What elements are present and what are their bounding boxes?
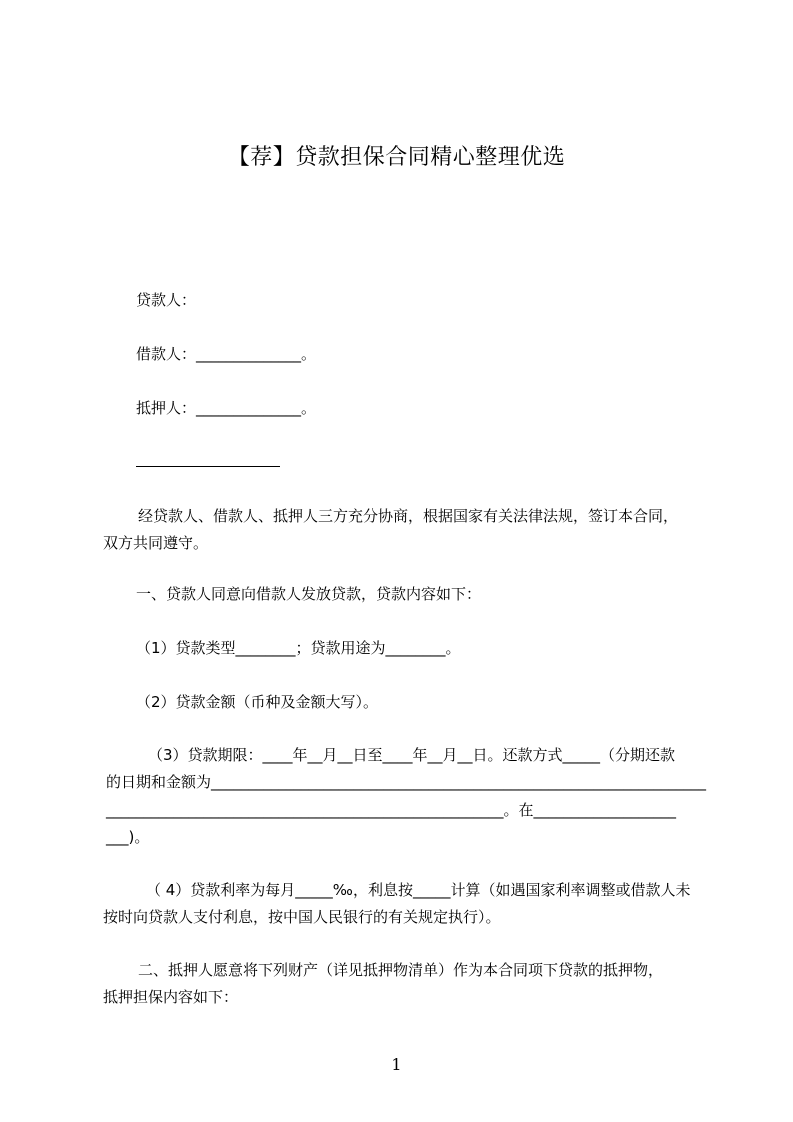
- loan-amount-line: （2）贷款金额（币种及金额大写）。: [136, 693, 379, 711]
- section-2-line-1: 二、抵押人愿意将下列财产（详见抵押物清单）作为本合同项下贷款的抵押物，: [138, 961, 664, 979]
- page-number: 1: [391, 1055, 402, 1074]
- loan-term-line-2: 的日期和金额为__________________________________________________________________: [106, 773, 707, 791]
- section-2-line-2: 抵押担保内容如下：: [103, 988, 239, 1006]
- interest-rate-line-1: （ 4）贷款利率为每月_____‰，利息按_____计算（如遇国家利率调整或借款人未: [146, 881, 691, 899]
- loan-term-line-3: _____________________________________________________。在___________________: [106, 801, 677, 819]
- blank-signature-line: [136, 466, 280, 467]
- intro-line-2: 双方共同遵守。: [103, 534, 209, 552]
- borrower-field: 借款人：______________。: [136, 345, 317, 363]
- loan-term-line-4: ___)。: [106, 828, 150, 846]
- loan-type-line: （1）贷款类型________；贷款用途为________。: [136, 639, 461, 657]
- loan-term-line-1: （3）贷款期限：____年__月__日至____年__月__日。还款方式_____（分期还款: [148, 746, 676, 764]
- intro-line-1: 经贷款人、借款人、抵押人三方充分协商，根据国家有关法律法规，签订本合同，: [138, 507, 679, 525]
- lender-field: 贷款人：: [136, 291, 197, 309]
- mortgagor-field: 抵押人：______________。: [136, 399, 317, 417]
- section-1-heading: 一、贷款人同意向借款人发放贷款，贷款内容如下：: [136, 585, 482, 603]
- interest-rate-line-2: 按时向贷款人支付利息，按中国人民银行的有关规定执行）。: [103, 908, 501, 926]
- document-title: 【荐】贷款担保合同精心整理优选: [227, 145, 566, 170]
